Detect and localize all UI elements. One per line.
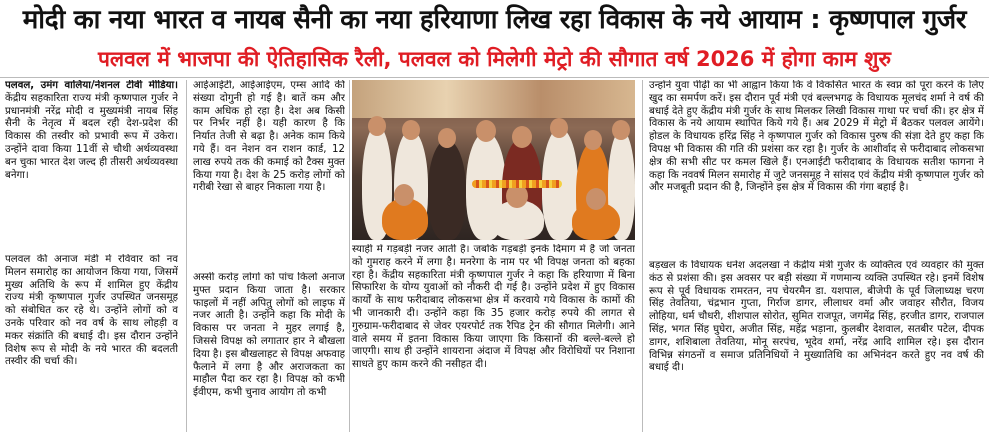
paragraph: केंद्रीय सहकारिता राज्य मंत्री कृष्णपाल गुर्जर ने प्रधानमंत्री नरेंद्र मोदी व मुख्यमंत्री नायब सिंह सैनी के नेतृत्व में बदल रही देश-प्रदेश की विकास की तस्वीर को प्रभावी रूप में उकेरा। उन्होंने दावा किया 11वीं से चौथी अर्थव्यवस्था बन चुका भारत देश जल्द ही तीसरी अर्थव्यवस्था बनेगा। [5,92,178,181]
article-column-4-bottom [649,260,984,432]
face [512,126,532,148]
face [402,120,420,140]
face [586,188,606,210]
article-column-1-top [5,80,178,250]
paragraph: अस्सी करोड़ लोगों को पांच किलो अनाज मुफ्त प्रदान किया जाता है। सरकार फाइलों में नहीं अपितु लोगों को लाइफ में नजर आती है। उन्होंने कहा कि मोदी के विकास पर जनता ने मुहर लगाई है, जिससे विपक्ष को लगातार हार ने बौखला दिया है। इस बौखलाहट से विपक्ष अफवाह फैलाने में लगा है और अराजकता का माहौल पैदा कर रहा है। विपक्ष को कभी ईवीएम, कभी चुनाव आयोग तो कभी [193,272,345,399]
header-divider [0,77,989,78]
paragraph: पलवल की अनाज मंडी में रविवार को नव मिलन समारोह का आयोजन किया गया, जिसमें मुख्य अतिथि के रूप में शामिल हुए केंद्रीय राज्य मंत्री कृष्णपाल गुर्जर उपस्थित जनसमूह को संबोधित कर रहे थे। उन्होंने लोगों को व उनके परिवार को नव वर्ष के साथ लोहड़ी व मकर संक्रांति की बधाई दी। इस दौरान उन्होंने विशेष रूप से मोदी के नये भारत की बदलती तस्वीर की चर्चा की। [5,254,178,368]
headline: मोदी का नया भारत व नायब सैनी का नया हरियाणा लिख रहा विकास के नये आयाम : कृष्णपाल गुर्जर [22,5,967,35]
byline: पलवल, उमंग वालिया/नेशनल टीवी मीडिया। [5,80,178,91]
face [584,130,602,150]
paragraph: उन्होंने युवा पीढ़ी का भी आह्वान किया कि वे विकसित भारत के स्वप्न को पूरा करने के लिए खुद का समर्पण करें। इस दौरान पूर्व मंत्री एवं बल्लभगढ़ के विधायक मूलचंद शर्मा ने वर्ष की बधाई देते हुए केंद्रीय मंत्री गुर्जर के साथ मिलकर लिखी विकास गाथा पर चर्चा की। हर क्षेत्र में विकास के नये आयाम स्थापित किये गये हैं। अब 2029 में मेट्रो में बैठकर पलवल आयेंगे। होडल के विधायक हरिंद्र सिंह ने कृष्णपाल गुर्जर को विकास पुरुष की संज्ञा देते हुए कहा कि विपक्ष भी विकास की गति की प्रशंसा कर रहा है। गुर्जर के आशीर्वाद से फरीदाबाद लोकसभा क्षेत्र की सभी सीट पर कमल खिले हैं। एनआईटी फरीदाबाद के विधायक सतीश फागना ने कहा कि नववर्ष मिलन समारोह में जुटे जनसमूह ने सांसद एवं केंद्रीय मंत्री कृष्णपाल गुर्जर को और मजबूती प्रदान की है, जिन्होंने इस क्षेत्र में विकास की गंगा बहाई है। [649,80,984,194]
article-column-4-top [649,80,984,254]
paragraph: स्याही में गड़बड़ी नजर आती है। जबकि गड़बड़ी इनके दिमाग में है जो जनता को गुमराह करने में लगा है। मनरेगा के नाम पर भी विपक्ष जनता को बहका रहा है। केंद्रीय सहकारिता मंत्री कृष्णपाल गुर्जर ने कहा कि हरियाणा में बिना सिफारिश के योग्य युवाओं को नौकरी दी गई है। उन्होंने प्रदेश में हुए विकास कार्यों के साथ फरीदाबाद लोकसभा क्षेत्र में करवाये गये विकास के कामों की भी जानकारी दी। उन्होंने कहा कि 35 हजार करोड़ रुपये की लागत से गुरुग्राम-फरीदाबाद से जेवर एयरपोर्ट तक रैपिड ट्रेन की सौगात मिलेगी। आने वाले समय में इतना विकास किया जाएगा कि किसानों की बल्ले-बल्ले हो जाएगी। साथ ही उन्होंने शायराना अंदाज में विपक्ष और विरोधियों पर निशाना साधते हुए काम करने की नसीहत दी। [352,244,635,371]
rally-stage-photo [352,80,635,240]
face [438,128,456,148]
face [368,116,386,136]
column-divider-1 [186,80,187,432]
person [428,140,466,240]
face [612,120,630,140]
stage-banner [352,80,635,118]
column-divider-3 [642,80,643,432]
article-column-2-bottom [193,272,345,434]
face [550,118,568,138]
column-divider-2 [349,80,350,432]
article-column-1-bottom [5,254,178,432]
article-column-2-top [193,80,345,268]
subheadline: पलवल में भाजपा की ऐतिहासिक रैली, पलवल को मिलेगी मेट्रो की सौगात वर्ष 2026 में होगा काम शुरु [97,47,892,71]
article-column-3 [352,244,635,434]
face [476,120,496,142]
garland [472,180,562,188]
paragraph: बड़खल के विधायक धनेश अदलखा ने केंद्रीय मंत्री गुर्जर के व्यक्तित्व एवं व्यवहार की मुक्त कंठ से प्रशंसा की। इस अवसर पर बड़ी संख्या में गणमान्य व्यक्ति उपस्थित रहे। इनमें विशेष रूप से पूर्व विधायक रामरतन, नप चेयरमैन डा. यशपाल, बीजेपी के पूर्व जिलाध्यक्ष चरण सिंह तेवतिया, चंद्रभान गुप्ता, गिर्राज डागर, लीलाधर वर्मा और जवाहर सौरौत, विजय लोहिया, धर्म चौधरी, शीशपाल सोरोत, सुमित राजपूत, जगमेंद्र सिंह, हरजीत डागर, राजपाल सिंह, भगत सिंह घुघेरा, अजीत सिंह, महेंद्र भड़ाना, कुलबीर देशवाल, सतबीर पटेल, दीपक डागर, शशिबाला तेवतिया, मोनू सरपंच, भूदेव शर्मा, नरेंद्र आदि शामिल रहे। इस दौरान विभिन्न संगठनों व समाज प्रतिनिधियों ने मुख्यातिथि का अभिनंदन करते हुए नव वर्ष की बधाई दी। [649,260,984,374]
paragraph: आईआईटी, आईआईएम, एम्स आदि की संख्या दोगुनी हो गई है। बातें कम और काम अधिक हो रहा है। देश अब किसी पर निर्भर नहीं है। यही कारण है कि निर्यात तेजी से बढ़ा है। अनेक काम किये गये हैं। वन नेशन वन राशन कार्ड, 12 लाख रुपये तक की कमाई को टैक्स मुक्त किया गया है। देश के 25 करोड़ लोगों को गरीबी रेखा से बाहर निकाला गया है। [193,80,345,194]
face [394,184,414,206]
